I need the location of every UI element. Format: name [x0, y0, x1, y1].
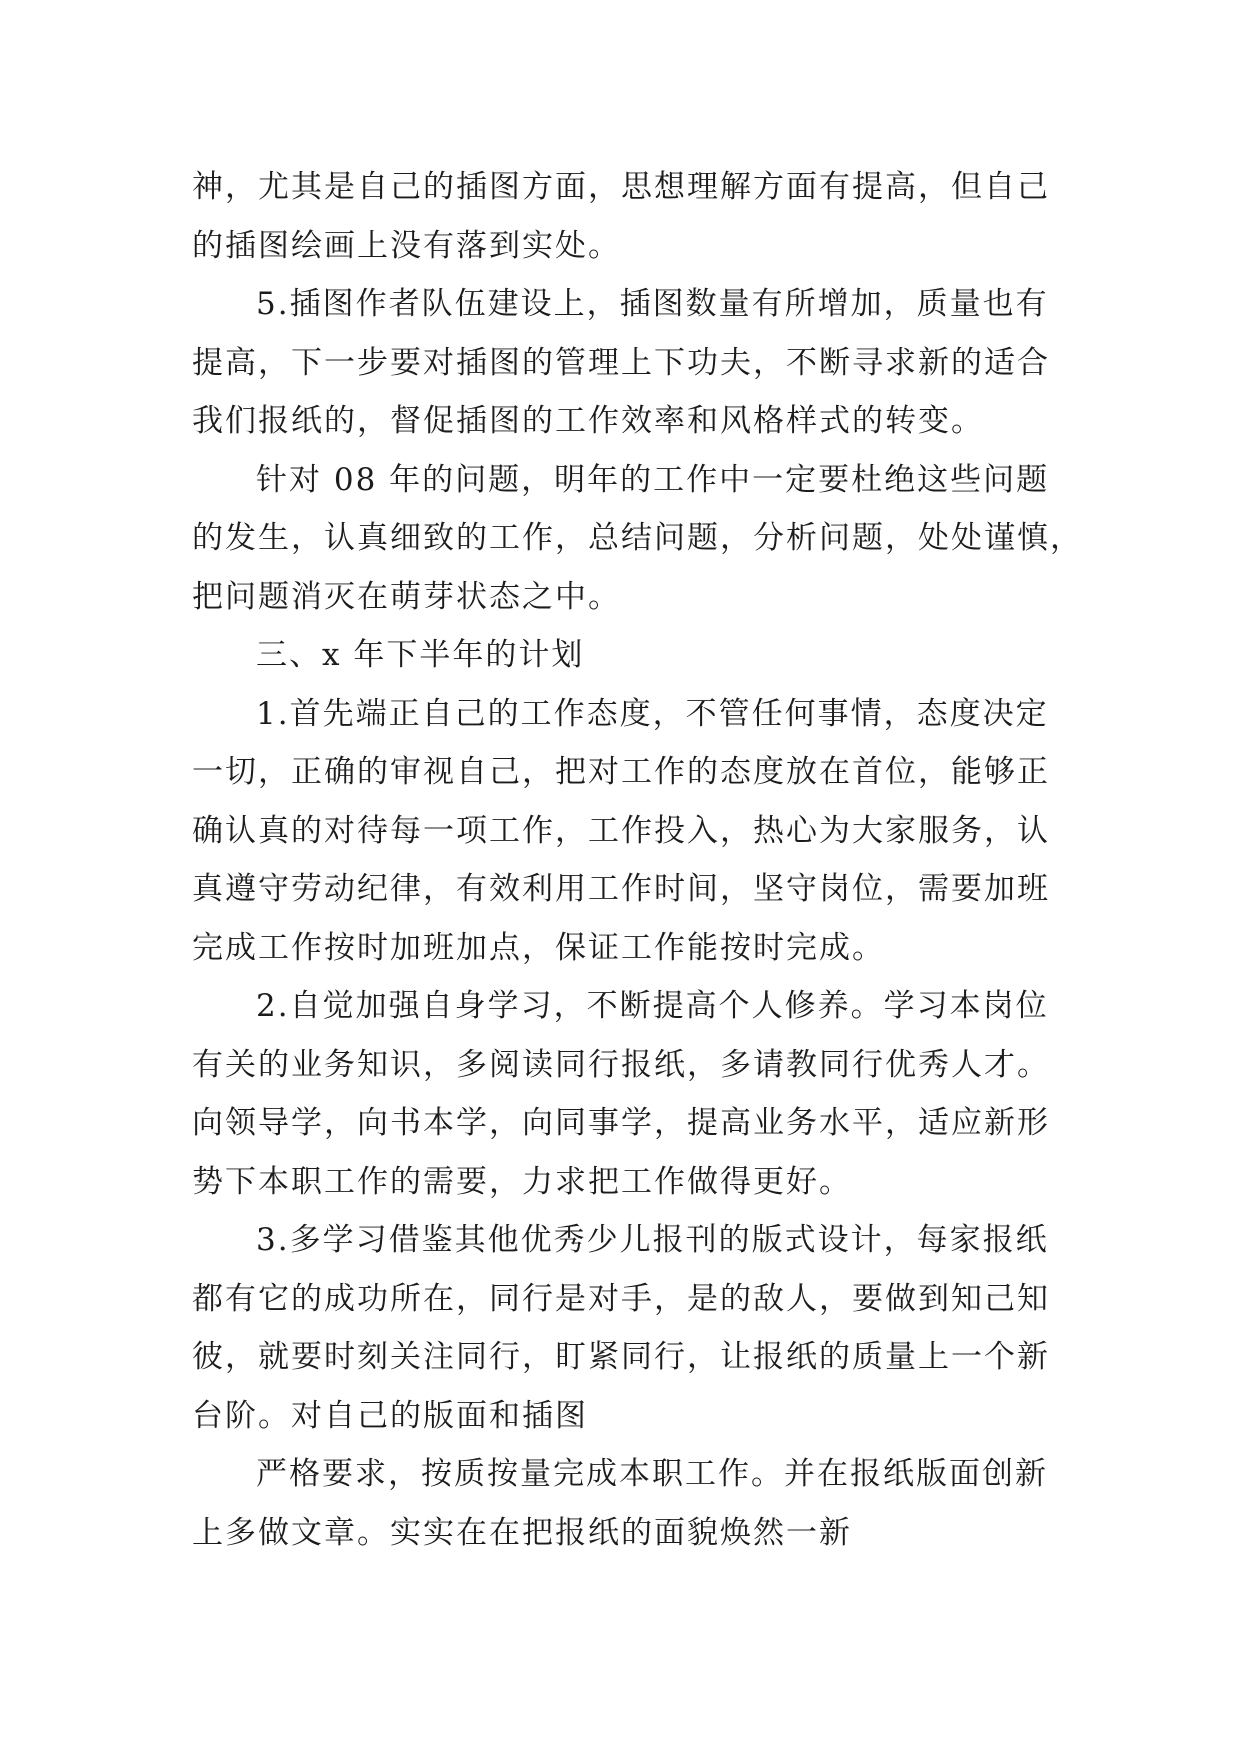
text-line: 真遵守劳动纪律，有效利用工作时间，坚守岗位，需要加班: [192, 871, 1050, 907]
text-line: 针对 08 年的问题，明年的工作中一定要杜绝这些问题: [256, 461, 1050, 498]
text-line: 的插图绘画上没有落到实处。: [192, 227, 621, 264]
text-line: 1.首先端正自己的工作态度，不管任何事情，态度决定: [256, 695, 1049, 732]
text-line: 2.自觉加强自身学习，不断提高个人修养。学习本岗位: [256, 988, 1049, 1024]
text-line: 向领导学，向书本学，向同事学，提高业务水平，适应新形: [192, 1105, 1050, 1141]
text-line: 彼，就要时刻关注同行，盯紧同行，让报纸的质量上一个新: [192, 1339, 1050, 1375]
text-line: 确认真的对待每一项工作，工作投入，热心为大家服务，认: [192, 812, 1050, 849]
text-line: 完成工作按时加班加点，保证工作能按时完成。: [192, 929, 885, 966]
text-line: 5.插图作者队伍建设上，插图数量有所增加，质量也有: [256, 286, 1049, 322]
text-line: 都有它的成功所在，同行是对手，是的敌人，要做到知己知: [192, 1280, 1050, 1317]
text-line: 的发生，认真细致的工作，总结问题，分析问题，处处谨慎，: [192, 520, 1083, 556]
text-line: 神，尤其是自己的插图方面，思想理解方面有提高，但自己: [192, 169, 1050, 205]
text-line: 3.多学习借鉴其他优秀少儿报刊的版式设计，每家报纸: [256, 1222, 1049, 1258]
text-line: 三、x 年下半年的计划: [256, 637, 585, 673]
text-line: 我们报纸的，督促插图的工作效率和风格样式的转变。: [192, 403, 984, 439]
document-body: [192, 158, 1083, 1562]
text-line: 提高，下一步要对插图的管理上下功夫，不断寻求新的适合: [192, 344, 1050, 381]
text-line: 严格要求，按质按量完成本职工作。并在报纸版面创新: [256, 1456, 1048, 1492]
text-line: 一切，正确的审视自己，把对工作的态度放在首位，能够正: [192, 754, 1050, 790]
text-line: 台阶。对自己的版面和插图: [192, 1397, 588, 1434]
text-line: 把问题消灭在萌芽状态之中。: [192, 578, 621, 615]
text-line: 有关的业务知识，多阅读同行报纸，多请教同行优秀人才。: [192, 1046, 1050, 1083]
text-line: 上多做文章。实实在在把报纸的面貌焕然一新: [192, 1514, 852, 1551]
text-line: 势下本职工作的需要，力求把工作做得更好。: [192, 1163, 852, 1200]
